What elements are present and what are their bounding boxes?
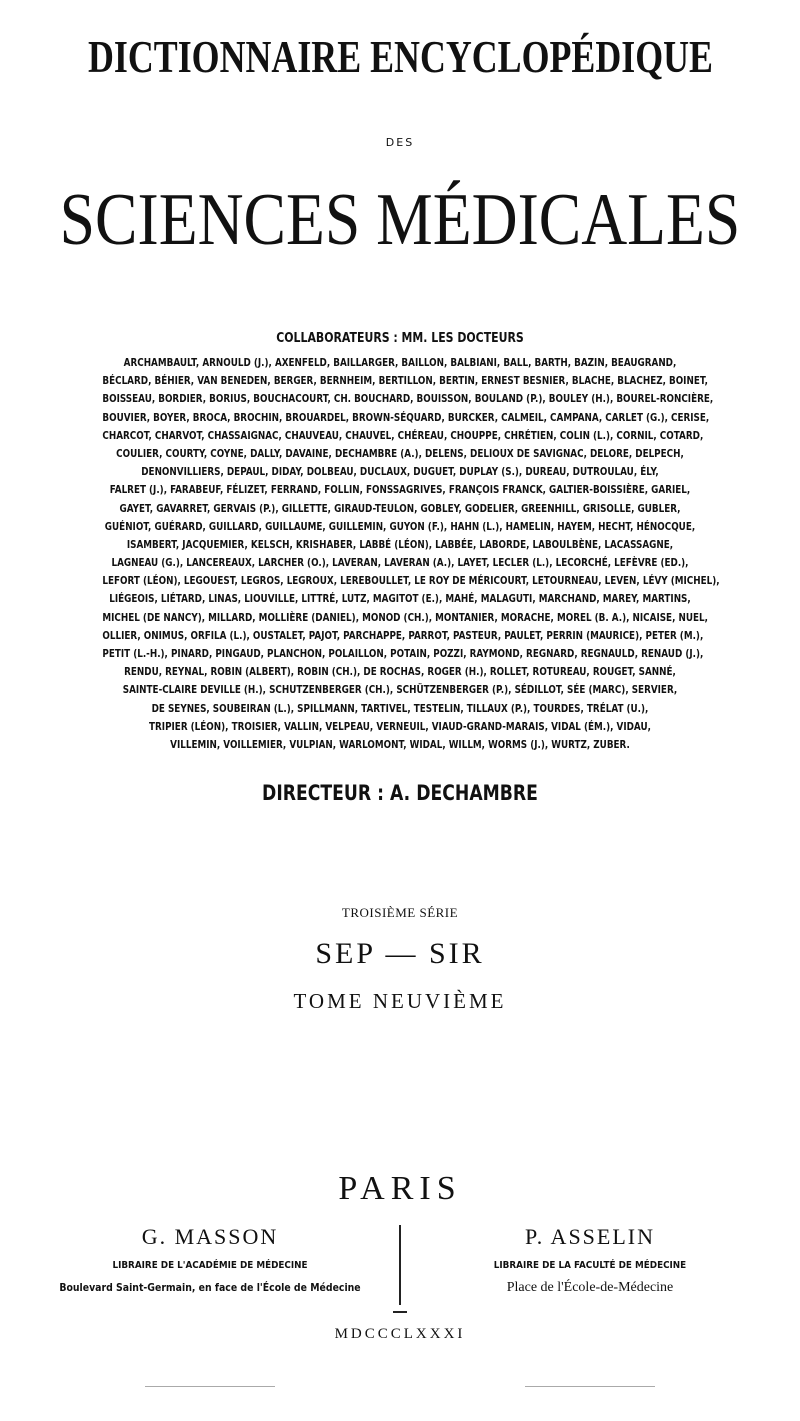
publisher-divider [399,1225,401,1305]
collaborators-line: BOUVIER, BOYER, BROCA, BROCHIN, BROUARDEL, BROWN-SÉQUARD, BURCKER, CALMEIL, CAMPANA, CARLET (G.), CERISE, [102,410,710,424]
publisher-role: LIBRAIRE DE L'ACADÉMIE DE MÉDECINE [112,1260,308,1271]
publisher-address: Boulevard Saint-Germain, en face de l'École de Médecine [59,1281,361,1294]
publisher-left [20,1222,400,1299]
collaborators-line: FALRET (J.), FARABEUF, FÉLIZET, FERRAND, FOLLIN, FONSSAGRIVES, FRANÇOIS FRANCK, GALTIER-BOISSIÈRE, GARIEL, [109,483,691,497]
volume-number: TOME NEUVIÈME [293,989,507,1013]
collaborators-line: PETIT (L.-H.), PINARD, PINGAUD, PLANCHON, POLAILLON, POTAIN, POZZI, RAYMOND, REGNARD, REGNAULD, RENAUD (J.), [102,647,704,660]
collaborators-line: MICHEL (DE NANCY), MILLARD, MOLLIÈRE (DANIEL), MONOD (CH.), MONTANIER, MORACHE, MOREL (B. A.), NICAISE, NUEL, [102,610,708,624]
collaborators-line: VILLEMIN, VOILLEMIER, VULPIAN, WARLOMONT, WIDAL, WILLM, WORMS (J.), WURTZ, ZUBER. [170,737,630,751]
publisher-role: LIBRAIRE DE LA FACULTÉ DE MÉDECINE [493,1260,687,1271]
collaborators-line: BOISSEAU, BORDIER, BORIUS, BOUCHACOURT, CH. BOUCHARD, BOUISSON, BOULAND (P.), BOULEY (H.), BOUREL-RONCIÈRE, [102,392,714,406]
publisher-name: P. ASSELIN [524,1224,656,1249]
dictionary-subject: SCIENCES MÉDICALES [59,179,741,261]
publication-city: PARIS [338,1170,462,1207]
collaborators-line: OLLIER, ONIMUS, ORFILA (L.), OUSTALET, PAJOT, PARCHAPPE, PARROT, PASTEUR, PAULET, PERRIN (MAURICE), PETER (M.), [102,628,704,642]
collaborators-line: GAYET, GAVARRET, GERVAIS (P.), GILLETTE, GIRAUD-TEULON, GOBLEY, GODELIER, GREENHILL, GRISOLLE, GUBLER, [119,501,681,515]
collaborators-line: DENONVILLIERS, DEPAUL, DIDAY, DOLBEAU, DUCLAUX, DUGUET, DUPLAY (S.), DUREAU, DUTROULAU, ÉLY, [141,465,659,479]
collaborators-line: TRIPIER (LÉON), TROISIER, VALLIN, VELPEAU, VERNEUIL, VIAUD-GRAND-MARAIS, VIDAL (ÉM.), VIDAU, [149,719,651,733]
director-line: DIRECTEUR : A. DECHAMBRE [262,781,538,805]
collaborators-line: GUÉNIOT, GUÉRARD, GUILLARD, GUILLAUME, GUILLEMIN, GUYON (F.), HAHN (L.), HAMELIN, HAYEM, HECHT, HÉNOCQUE, [104,519,696,533]
collaborators-line: LEFORT (LÉON), LEGOUEST, LEGROS, LEGROUX, LEREBOULLET, LE ROY DE MÉRICOURT, LETOURNEAU, LEVEN, LÉVY (MICHEL), [102,574,720,588]
collaborators-line: DE SEYNES, SOUBEIRAN (L.), SPILLMANN, TARTIVEL, TESTELIN, TILLAUX (P.), TOURDES, TRÉLAT (U.), [151,701,649,715]
collaborators-line: BÉCLARD, BÉHIER, VAN BENEDEN, BERGER, BERNHEIM, BERTILLON, BERTIN, ERNEST BESNIER, BLACHE, BLACHEZ, BOINET, [102,374,708,388]
collaborators-line: RENDU, REYNAL, ROBIN (ALBERT), ROBIN (CH.), DE ROCHAS, ROGER (H.), ROLLET, ROTUREAU, ROUGET, SANNÉ, [124,665,676,679]
publisher-name: G. MASSON [141,1224,279,1249]
collaborators-line: ISAMBERT, JACQUEMIER, KELSCH, KRISHABER, LABBÉ (LÉON), LABBÉE, LABORDE, LABOULBÈNE, LACASSAGNE, [126,537,674,551]
volume-range: SEP — SIR [315,937,485,970]
dictionary-title: DICTIONNAIRE ENCYCLOPÉDIQUE [88,31,713,82]
collaborators-line: LIÉGEOIS, LIÉTARD, LINAS, LIOUVILLE, LITTRÉ, LUTZ, MAGITOT (E.), MAHÉ, MALAGUTI, MARCHAND, MAREY, MARTINS, [109,592,691,606]
series-label: TROISIÈME SÉRIE [341,905,459,920]
collaborators-line: CHARCOT, CHARVOT, CHASSAIGNAC, CHAUVEAU, CHAUVEL, CHÉREAU, CHOUPPE, CHRÉTIEN, COLIN (L.), CORNIL, COTARD, [102,428,704,442]
collaborators-heading: COLLABORATEURS : MM. LES DOCTEURS [276,331,524,346]
publisher-address: Place de l'École-de-Médecine [506,1280,674,1295]
publication-year: MDCCCLXXXI [334,1326,466,1342]
collaborators-line: ARCHAMBAULT, ARNOULD (J.), AXENFELD, BAILLARGER, BAILLON, BALBIANI, BALL, BARTH, BAZIN, BEAUGRAND, [123,356,677,369]
short-rule [393,1311,407,1313]
collaborators-line: LAGNEAU (G.), LANCEREAUX, LARCHER (O.), LAVERAN, LAVERAN (A.), LAYET, LECLER (L.), LECORCHÉ, LEFÈVRE (ED.), [111,556,689,570]
bleed-through-trace [145,1386,275,1387]
collaborators-list [28,354,772,754]
publisher-right [405,1222,775,1299]
collaborators-line: COULIER, COURTY, COYNE, DALLY, DAVAINE, DECHAMBRE (A.), DELENS, DELIOUX DE SAVIGNAC, DELORE, DELPECH, [116,446,684,460]
collaborators-line: SAINTE-CLAIRE DEVILLE (H.), SCHUTZENBERGER (CH.), SCHÜTZENBERGER (P.), SÉDILLOT, SÉE (MARC), SERVIER, [122,683,678,697]
title-connector: DES [385,136,415,149]
bleed-through-trace [525,1386,655,1387]
